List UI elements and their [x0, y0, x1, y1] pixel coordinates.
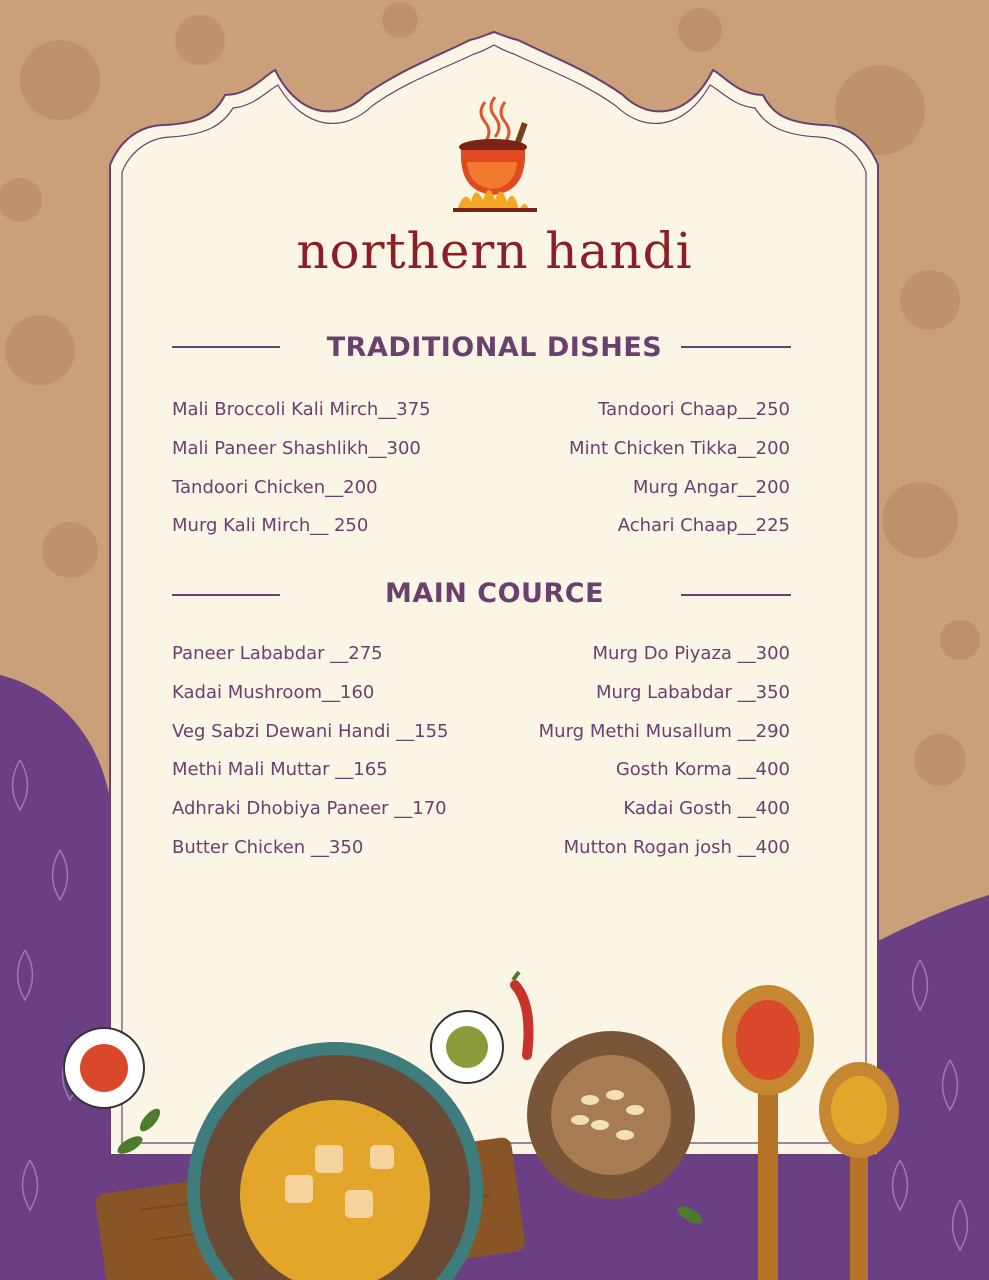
- menu-item: Tandoori Chaap__250: [598, 399, 790, 420]
- chilli-icon: [513, 972, 529, 1055]
- menu-item: Murg Kali Mirch__ 250: [172, 515, 369, 537]
- section-title-main-cource: MAIN COURCE: [384, 578, 605, 609]
- menu-item: Kadai Gosth __400: [623, 798, 790, 820]
- spoon-red-spice-icon: [722, 985, 814, 1280]
- cooking-pot-on-fire-icon: [445, 92, 545, 217]
- menu-item: Butter Chicken __350: [172, 836, 364, 858]
- section-title-traditional-dishes: TRADITIONAL DISHES: [326, 332, 663, 363]
- seed-bowl-icon: [527, 1031, 695, 1199]
- spice-bowl-green-icon: [431, 1011, 503, 1083]
- spoon-yellow-spice-icon: [819, 1062, 899, 1280]
- menu-item: Murg Angar__200: [632, 476, 790, 498]
- menu-item: Murg Do Piyaza __300: [592, 643, 790, 664]
- menu-item: Tandoori Chicken__200: [172, 476, 378, 498]
- main-cource-right-column: [539, 635, 790, 868]
- menu-item: Mutton Rogan josh __400: [563, 836, 790, 858]
- traditional-dishes-left-column: [172, 391, 431, 546]
- menu-item: Mali Paneer Shashlikh__300: [172, 437, 421, 459]
- food-illustration: [0, 960, 989, 1280]
- menu-item: Methi Mali Muttar __165: [172, 759, 388, 781]
- traditional-dishes-right-column: [569, 391, 790, 546]
- restaurant-name: northern handi: [296, 222, 693, 280]
- menu-item: Mali Broccoli Kali Mirch__375: [172, 399, 431, 420]
- menu-item: Paneer Lababdar __275: [172, 643, 383, 664]
- menu-item: Veg Sabzi Dewani Handi __155: [172, 720, 449, 742]
- menu-item: Adhraki Dhobiya Paneer __170: [172, 798, 447, 820]
- spice-bowl-red-icon: [64, 1028, 144, 1108]
- menu-item: Murg Methi Musallum __290: [538, 720, 790, 742]
- menu-item: Kadai Mushroom__160: [172, 681, 375, 703]
- menu-item: Gosth Korma __400: [615, 759, 790, 781]
- curry-plate-icon: [187, 1042, 483, 1280]
- menu-item: Mint Chicken Tikka__200: [569, 437, 790, 459]
- main-cource-left-column: [172, 635, 449, 868]
- menu-item: Achari Chaap__225: [617, 515, 790, 537]
- menu-item: Murg Lababdar __350: [595, 681, 790, 703]
